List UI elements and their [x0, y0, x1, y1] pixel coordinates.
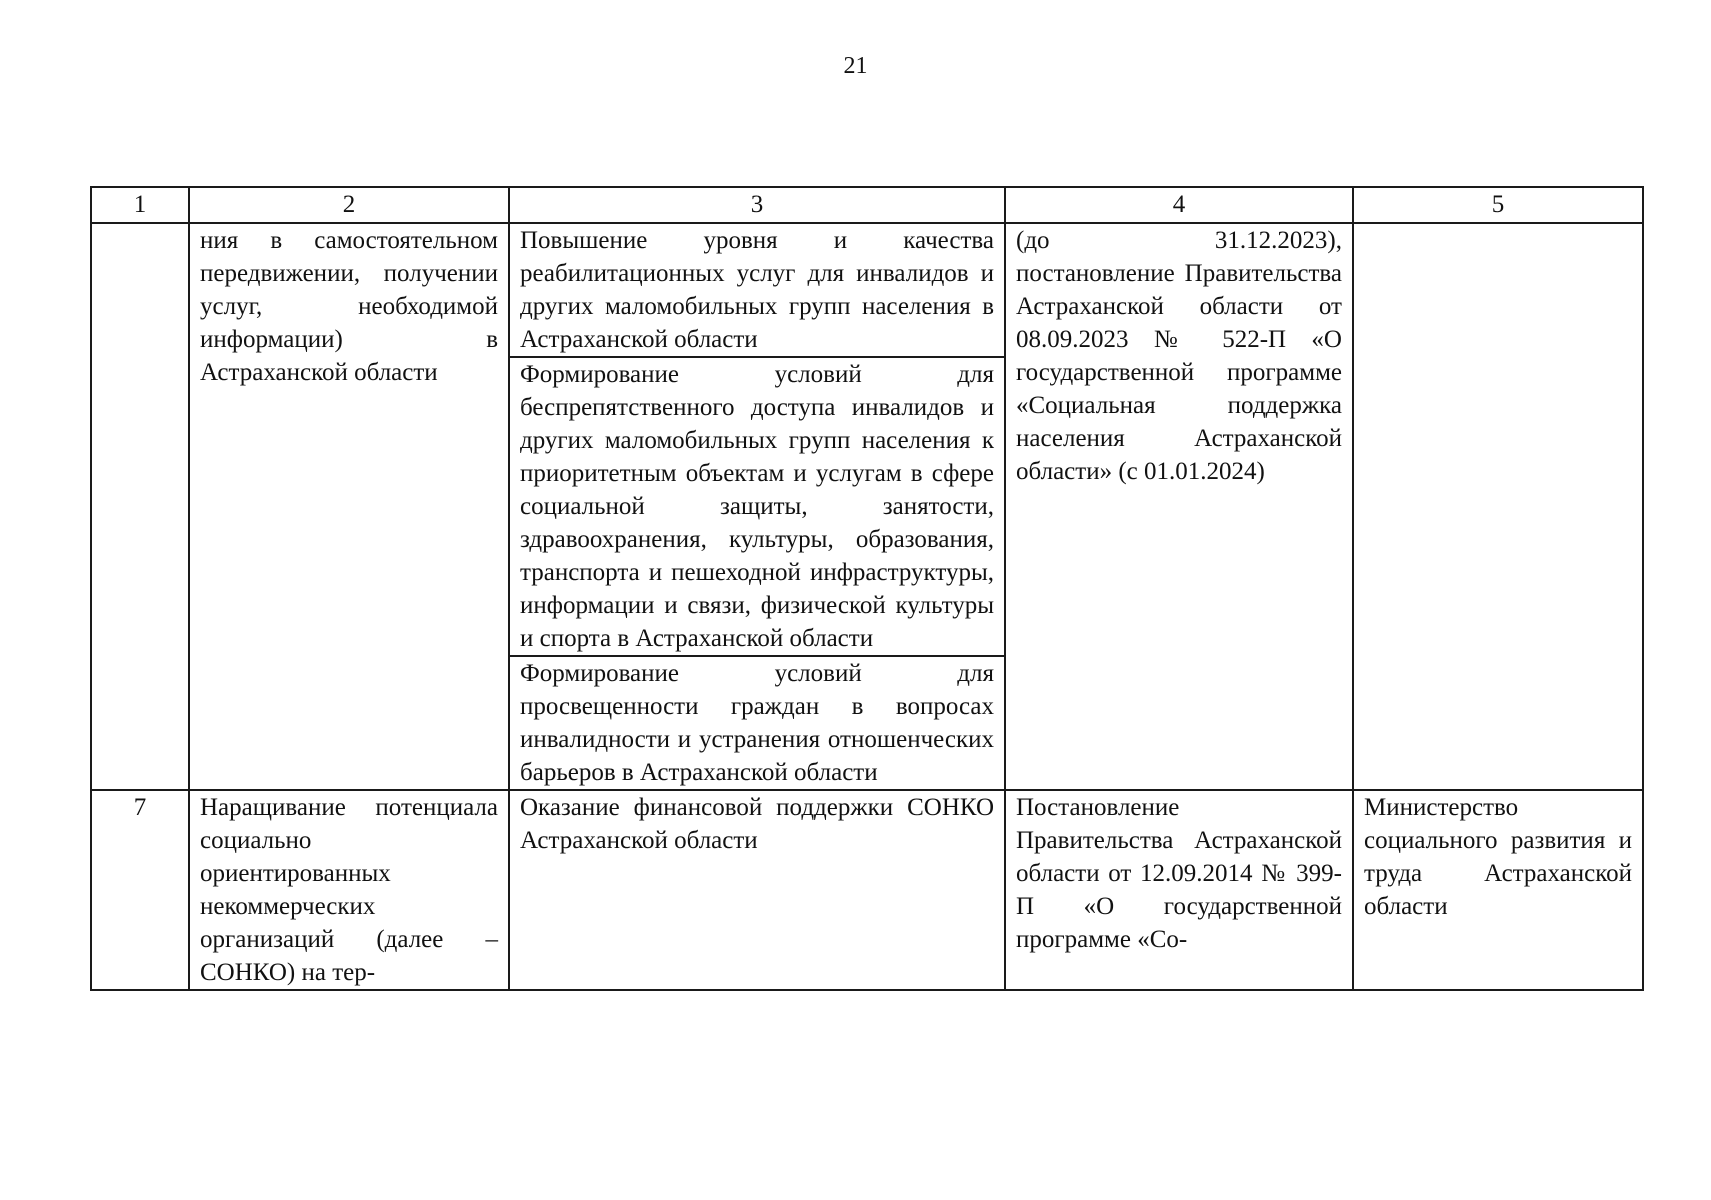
row-number-cell: 7 [91, 790, 189, 990]
task-cell [189, 223, 509, 790]
table-row [91, 790, 1643, 990]
header-col-4: 4 [1005, 187, 1353, 223]
table-header-row [91, 187, 1643, 223]
measure-item: Оказание финансовой поддержки СОНКО Астраханской области [520, 794, 994, 854]
row-number-cell [91, 223, 189, 790]
document-table [90, 186, 1644, 991]
header-col-5: 5 [1353, 187, 1643, 223]
header-col-3: 3 [509, 187, 1005, 223]
measure-item: Формирование условий для просвещенности граждан в вопросах инвалидности и устранения отношенческих барьеров в Астраханской области [520, 660, 994, 786]
header-col-2: 2 [189, 187, 509, 223]
measures-cell [509, 790, 1005, 990]
measure-item: Повышение уровня и качества реабилитационных услуг для инвалидов и других маломобильных групп населения в Астраханской области [510, 224, 1004, 358]
task-text: Наращивание потенциала социально ориентированных некоммерческих организаций (далее – СОНКО) на тер- [200, 794, 498, 986]
legal-act-text: (до 31.12.2023), постановление Правительства Астраханской области от 08.09.2023 № 522-П «О государственной программе «Социальная поддержка населения Астраханской области» (с 01.01.2024) [1016, 227, 1342, 485]
task-text: ния в самостоятельном передвижении, получении услуг, необходимой информации) в Астраханской области [200, 227, 498, 386]
legal-act-cell [1005, 223, 1353, 790]
legal-act-cell [1005, 790, 1353, 990]
page-number: 21 [843, 53, 868, 79]
table-row [91, 223, 1643, 790]
measures-cell [509, 223, 1005, 790]
header-col-1: 1 [91, 187, 189, 223]
responsible-cell [1353, 223, 1643, 790]
responsible-cell [1353, 790, 1643, 990]
responsible-text: Министерство социального развития и труда Астраханской области [1364, 794, 1632, 920]
legal-act-text: Постановление Правительства Астраханской области от 12.09.2014 № 399-П «О государственной программе «Со- [1016, 794, 1342, 953]
measure-item: Формирование условий для беспрепятственного доступа инвалидов и других маломобильных групп населения к приоритетным объектам и услугам в сфере социальной защиты, занятости, здравоохранения, культуры, образования, транспорта и пешеходной инфраструктуры, информации и связи, физической культуры и спорта в Астраханской области [510, 358, 1004, 657]
task-cell [189, 790, 509, 990]
